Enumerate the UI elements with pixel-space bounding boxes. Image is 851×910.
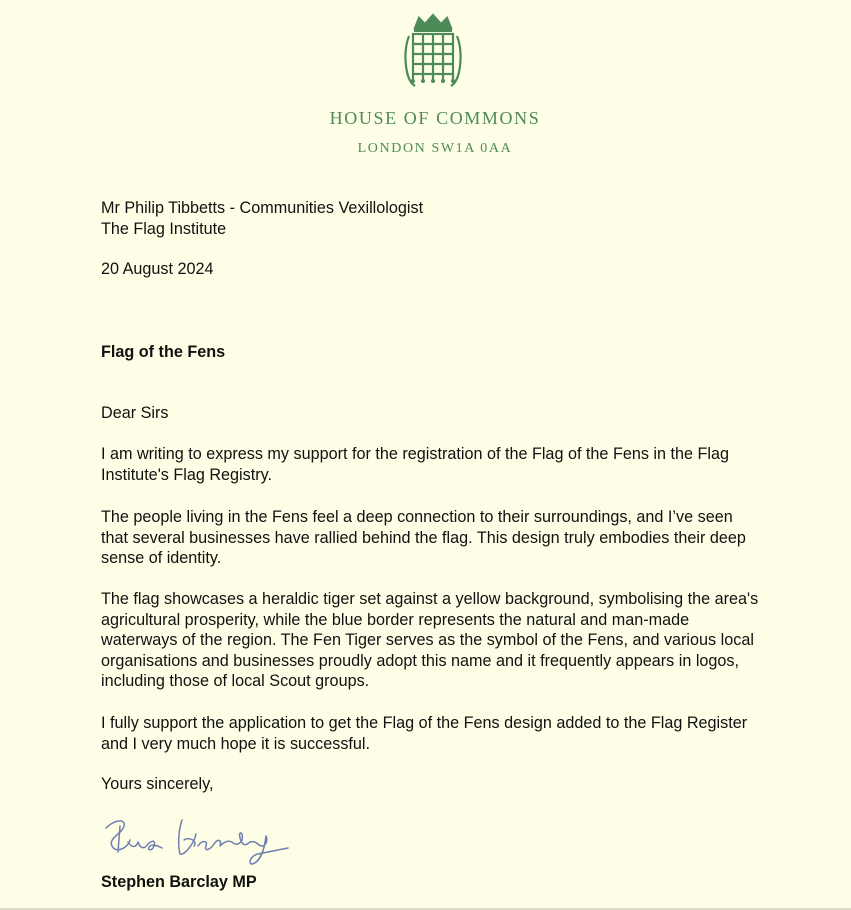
- body-paragraph: The flag showcases a heraldic tiger set against a yellow background, symbolising the area's agricultural prosperity, while the blue border represents the natural and man-made waterways of the region. The Fen Tiger serves as the symbol of the Fens, and various local organisations and businesses proudly adopt this name and it frequently appears in logos, including those of local Scout groups.: [101, 590, 759, 691]
- portcullis-crest-icon: [401, 12, 465, 90]
- closing: Yours sincerely,: [101, 775, 214, 793]
- salutation: Dear Sirs: [101, 404, 169, 422]
- handwritten-signature: [98, 812, 298, 874]
- letterhead-address: LONDON SW1A 0AA: [357, 141, 513, 156]
- recipient-organisation: The Flag Institute: [101, 219, 227, 238]
- letter-subject: Flag of the Fens: [101, 343, 226, 361]
- signatory-name: Stephen Barclay MP: [101, 873, 257, 891]
- body-paragraph: I fully support the application to get the Flag of the Fens design added to the Flag Register and I very much hope it is successful.: [101, 714, 748, 753]
- letterhead-title: HOUSE OF COMMONS: [329, 108, 541, 128]
- letter-date: 20 August 2024: [101, 260, 214, 278]
- body-paragraph: I am writing to express my support for the registration of the Flag of the Fens in the Flag Institute's Flag Registry.: [101, 445, 730, 484]
- recipient-name: Mr Philip Tibbetts - Communities Vexillologist: [101, 199, 424, 217]
- recipient-block: [101, 198, 761, 239]
- body-paragraph: The people living in the Fens feel a deep connection to their surroundings, and I’ve seen that several businesses have rallied behind the flag. This design truly embodies their deep sense of identity.: [101, 508, 746, 568]
